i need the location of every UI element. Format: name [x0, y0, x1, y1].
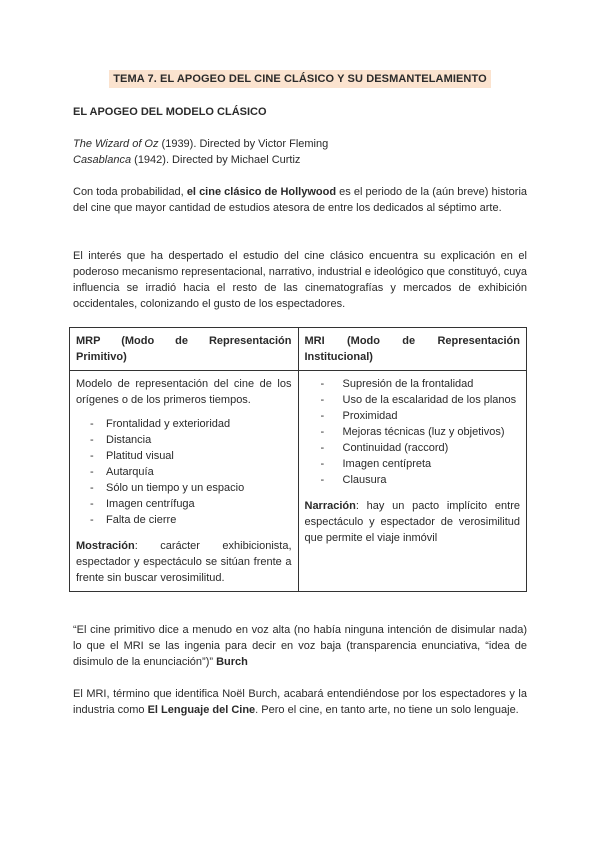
- mri-note: [305, 498, 521, 546]
- bold-text: el cine clásico de Hollywood: [186, 186, 337, 198]
- film-title: Casablanca: [73, 154, 132, 166]
- list-item: - Imagen centípreta: [305, 456, 521, 472]
- list-item: - Continuidad (raccord): [305, 440, 521, 456]
- text-run: . Pero el cine, en tanto arte, no tiene un solo lenguaje.: [255, 704, 519, 716]
- quote-paragraph: [73, 622, 527, 670]
- mrp-list: [76, 416, 292, 528]
- table-header-row: [70, 328, 527, 371]
- list-item: - Distancia: [76, 432, 292, 448]
- text-run: Con toda probabilidad,: [73, 186, 187, 198]
- film-line: [73, 136, 328, 152]
- film-title: The Wizard of Oz: [73, 138, 159, 150]
- cell-mri: [298, 371, 527, 592]
- note-label: Mostración: [76, 540, 135, 552]
- cell-mrp: [70, 371, 299, 592]
- list-item: - Clausura: [305, 472, 521, 488]
- list-item: - Frontalidad y exterioridad: [76, 416, 292, 432]
- mrp-note: [76, 538, 292, 586]
- header-text: MRP (Modo de Representación: [76, 335, 292, 347]
- title-wrapper: [0, 70, 600, 88]
- list-item: - Sólo un tiempo y un espacio: [76, 480, 292, 496]
- note-text: : hay un pacto implícito entre espectáculo y espectador de verosimilitud que permite el viaje inmóvil: [304, 500, 520, 544]
- bold-text: El Lenguaje del Cine: [147, 704, 256, 716]
- list-item: - Supresión de la frontalidad: [305, 376, 521, 392]
- mri-list: [305, 376, 521, 488]
- comparison-table: [69, 327, 527, 592]
- header-text: MRI (Modo de Representación: [304, 335, 520, 347]
- header-text: Institucional): [304, 351, 373, 363]
- table-body-row: [70, 371, 527, 592]
- list-item: - Falta de cierre: [76, 512, 292, 528]
- list-item: - Platitud visual: [76, 448, 292, 464]
- quote-text: “El cine primitivo dice a menudo en voz alta (no había ninguna intención de disimular nada) lo que el MRI se las ingenia para decir en voz baja (transparencia enunciativa, “idea de disimulo de la enunciación”)”: [73, 624, 527, 668]
- note-text: : carácter exhibicionista, espectador y espectáculo se sitúan frente a frente sin buscar verosimilitud.: [76, 540, 292, 584]
- header-mri: [298, 328, 527, 371]
- film-details: (1939). Directed by Victor Fleming: [158, 138, 329, 150]
- note-label: Narración: [304, 500, 356, 512]
- paragraph-interest: El interés que ha despertado el estudio del cine clásico encuentra su explicación en el poderoso mecanismo representacional, narrativo, industrial e ideológico que constituyó, cuya influencia se irradió hacia el resto de las cinematografías y mercados de exhibición occidentales, colonizando el gusto de los espectadores.: [73, 250, 527, 310]
- list-item: - Mejoras técnicas (luz y objetivos): [305, 424, 521, 440]
- header-mrp: [70, 328, 299, 371]
- mrp-intro: Modelo de representación del cine de los orígenes o de los primeros tiempos.: [76, 378, 292, 406]
- list-item: - Proximidad: [305, 408, 521, 424]
- film-list: [73, 136, 328, 168]
- text-run: es el periodo de la (aún breve) historia del cine que mayor cantidad de estudios atesora de entre los dedicados al séptimo arte.: [73, 186, 528, 214]
- paragraph-mri: [73, 686, 527, 718]
- quote-author: Burch: [216, 656, 248, 668]
- film-details: (1942). Directed by Michael Curtiz: [131, 154, 301, 166]
- text-run: El MRI, término que identifica Noël Burch, acabará entendiéndose por los espectadores y la industria como: [73, 688, 527, 716]
- list-item: - Imagen centrífuga: [76, 496, 292, 512]
- film-line: [73, 152, 328, 168]
- document-title: TEMA 7. EL APOGEO DEL CINE CLÁSICO Y SU DESMANTELAMIENTO: [109, 70, 491, 88]
- list-item: - Autarquía: [76, 464, 292, 480]
- paragraph-intro: [73, 184, 527, 216]
- section-heading: EL APOGEO DEL MODELO CLÁSICO: [73, 106, 267, 118]
- header-text: Primitivo): [76, 351, 127, 363]
- list-item: - Uso de la escalaridad de los planos: [305, 392, 521, 408]
